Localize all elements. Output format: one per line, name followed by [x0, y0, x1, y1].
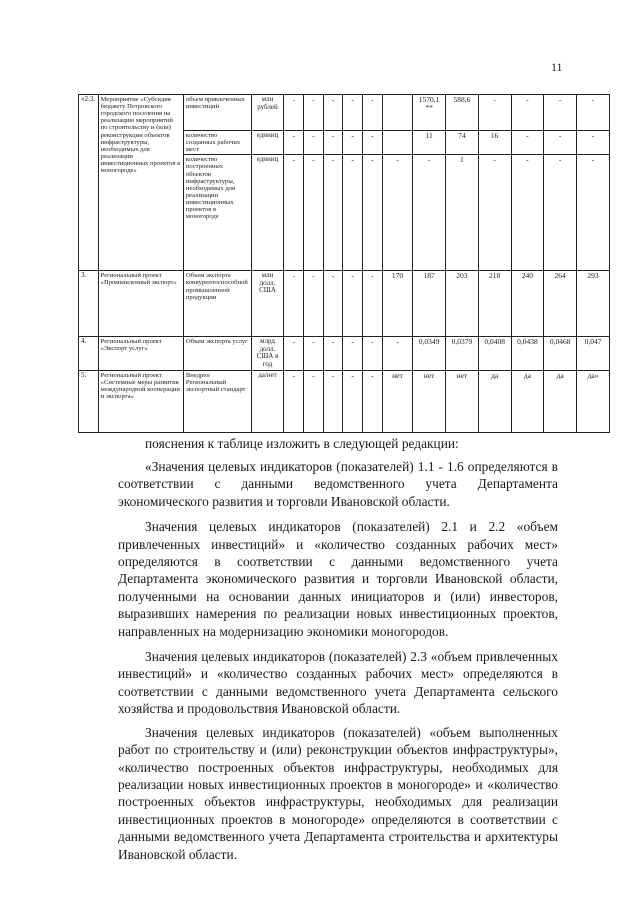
- value-cell: -: [304, 155, 324, 271]
- indicator-unit: млн рублей: [251, 95, 284, 131]
- value-cell: 1: [446, 155, 479, 271]
- value-cell: -: [363, 271, 383, 337]
- row-name: Региональный проект «Промышленный экспорт»: [98, 271, 183, 337]
- value-cell: -: [511, 131, 544, 155]
- row-number: 5.: [79, 370, 99, 432]
- value-cell: -: [304, 131, 324, 155]
- value-cell: -: [363, 95, 383, 131]
- value-cell: 0,047: [577, 337, 610, 370]
- value-cell: -: [577, 95, 610, 131]
- indicator-name: количество построенных объектов инфраструктуры, необходимых для реализации инвестиционных проектов в моногороде: [183, 155, 251, 271]
- table-row: [79, 337, 610, 370]
- value-cell: да»: [577, 370, 610, 432]
- value-cell: да: [544, 370, 577, 432]
- value-cell: -: [304, 370, 324, 432]
- value-cell: -: [323, 95, 343, 131]
- value-cell: -: [363, 337, 383, 370]
- value-cell: 187: [413, 271, 446, 337]
- value-cell: -: [478, 155, 511, 271]
- value-cell: -: [343, 155, 363, 271]
- value-cell: -: [511, 95, 544, 131]
- body-text: [118, 458, 558, 863]
- table-body: [79, 95, 610, 433]
- indicator-name: объем привлеченных инвестиций: [183, 95, 251, 131]
- value-cell: 218: [478, 271, 511, 337]
- value-cell: -: [544, 131, 577, 155]
- value-cell: 0,0379: [446, 337, 479, 370]
- value-cell: -: [304, 271, 324, 337]
- indicator-unit: да/нет: [251, 370, 284, 432]
- value-cell: да: [511, 370, 544, 432]
- value-cell: 293: [577, 271, 610, 337]
- paragraph-1: «Значения целевых индикаторов (показателей) 1.1 - 1.6 определяются в соответствии с данными ведомственного учета Департамента экономического развития и торговли Ивановской области.: [118, 459, 558, 509]
- value-cell: 16: [478, 131, 511, 155]
- value-cell: -: [478, 95, 511, 131]
- value-cell: 170: [382, 271, 413, 337]
- value-cell: -: [511, 155, 544, 271]
- value-cell: нет: [446, 370, 479, 432]
- row-number: 3.: [79, 271, 99, 337]
- value-cell: нет: [413, 370, 446, 432]
- indicator-unit: единиц: [251, 155, 284, 271]
- row-number: «2.3.: [79, 95, 99, 271]
- value-cell: -: [323, 337, 343, 370]
- value-cell: -: [284, 95, 304, 131]
- value-cell: 1570,1 **: [413, 95, 446, 131]
- row-name: Региональный проект «Экспорт услуг»: [98, 337, 183, 370]
- value-cell: 0,0349: [413, 337, 446, 370]
- value-cell: -: [284, 271, 304, 337]
- value-cell: -: [304, 337, 324, 370]
- paragraph-4: Значения целевых индикаторов (показателей) «объем выполненных работ по строительству и (или) реконструкции объектов инфраструктуры», «количество построенных объектов инфраструктуры, необходимых для реализации новых инвестиционных проектов в моногороде» и «количество построенных объектов инфраструктуры, необходимых для реализации инвестиционных проектов в моногороде» определяются в соответствии с данными ведомственного учета Департамента строительства и архитектуры Ивановской области.: [118, 724, 558, 862]
- value-cell: 203: [446, 271, 479, 337]
- lead-line: пояснения к таблице изложить в следующей редакции:: [145, 436, 459, 451]
- value-cell: 0,0468: [544, 337, 577, 370]
- value-cell: -: [284, 337, 304, 370]
- value-cell: 0,0408: [478, 337, 511, 370]
- row-number: 4.: [79, 337, 99, 370]
- value-cell: 264: [544, 271, 577, 337]
- paragraph-2: Значения целевых индикаторов (показателей) 2.1 и 2.2 «объем привлеченных инвестиций» и «количество созданных рабочих мест» определяются в соответствии с данными ведомственного учета Департамента экономического развития и торговли Ивановской области, полученными на основании данных инициаторов и (или) инвесторов, выразивших намерения по реализации новых инвестиционных проектов, направленных на модернизацию экономики моногородов.: [118, 519, 558, 639]
- page-number: 11: [551, 60, 563, 74]
- value-cell: -: [363, 131, 383, 155]
- row-name: Региональный проект «Системные меры развития международной кооперации и экспорта»: [98, 370, 183, 432]
- value-cell: -: [577, 131, 610, 155]
- value-cell: -: [544, 155, 577, 271]
- table-row: [79, 271, 610, 337]
- value-cell: -: [363, 155, 383, 271]
- value-cell: нет: [382, 370, 413, 432]
- paragraph-3: Значения целевых индикаторов (показателей) 2.3 «объем привлеченных инвестиций» и «количество созданных рабочих мест» определяются в соответствии с данными ведомственного учета Департамента сельского хозяйства и продовольствия Ивановской области.: [118, 649, 558, 717]
- value-cell: -: [382, 155, 413, 271]
- value-cell: -: [382, 337, 413, 370]
- value-cell: да: [478, 370, 511, 432]
- value-cell: -: [323, 155, 343, 271]
- indicator-name: количество созданных рабочих мест: [183, 131, 251, 155]
- value-cell: -: [363, 370, 383, 432]
- value-cell: [382, 131, 413, 155]
- table-row: [79, 370, 610, 432]
- value-cell: -: [323, 370, 343, 432]
- value-cell: -: [343, 95, 363, 131]
- indicator-unit: единиц: [251, 131, 284, 155]
- value-cell: 240: [511, 271, 544, 337]
- value-cell: -: [284, 370, 304, 432]
- indicator-unit: млн долл. США: [251, 271, 284, 337]
- value-cell: -: [304, 95, 324, 131]
- value-cell: -: [323, 131, 343, 155]
- indicator-name: Объем экспорта услуг: [183, 337, 251, 370]
- value-cell: -: [284, 155, 304, 271]
- value-cell: -: [544, 95, 577, 131]
- value-cell: -: [284, 131, 304, 155]
- value-cell: -: [343, 271, 363, 337]
- value-cell: -: [343, 337, 363, 370]
- value-cell: 11: [413, 131, 446, 155]
- value-cell: 588,6: [446, 95, 479, 131]
- indicators-table: [78, 94, 610, 433]
- value-cell: [382, 95, 413, 131]
- value-cell: -: [413, 155, 446, 271]
- indicator-name: Объем экспорта конкурентоспособной промышленной продукции: [183, 271, 251, 337]
- value-cell: -: [343, 370, 363, 432]
- value-cell: 74: [446, 131, 479, 155]
- indicator-unit: млрд долл. США в год: [251, 337, 284, 370]
- indicator-name: Внедрен Региональный экспортный стандарт: [183, 370, 251, 432]
- value-cell: -: [323, 271, 343, 337]
- row-name: Мероприятие «Субсидия бюджету Петровского городского поселения на реализацию мероприятий по строительству и (или) реконструкции объектов инфраструктуры, необходимых для реализации инвестиционных проектов в моногороде»: [98, 95, 183, 271]
- table-row: [79, 95, 610, 131]
- value-cell: 0,0438: [511, 337, 544, 370]
- value-cell: -: [577, 155, 610, 271]
- value-cell: -: [343, 131, 363, 155]
